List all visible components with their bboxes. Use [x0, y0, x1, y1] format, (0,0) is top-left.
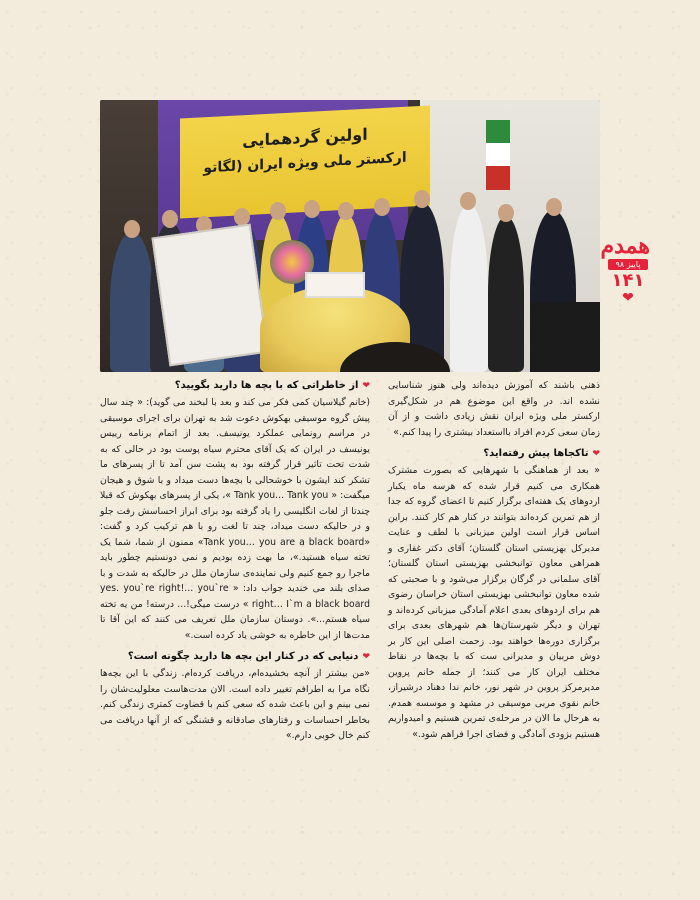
question-text: تاکجاها پیش رفته‌اید؟: [483, 448, 589, 459]
head: [498, 204, 514, 222]
magazine-title: همدم: [600, 233, 650, 259]
left-column: [100, 378, 370, 744]
head: [546, 198, 562, 216]
banner-line-2: ارکستر ملی ویژه ایران (لگاتو: [203, 149, 407, 177]
video-camera: [530, 302, 600, 372]
magazine-emblem: [600, 233, 650, 306]
person: [110, 232, 154, 372]
intro-paragraph: ذهنی باشند که آموزش دیده‌اند ولی هنوز شناسایی نشده اند. در واقع این موضوع هم در شکل‌گیری ارکستر ملی ویژه ایران نقش زیادی داشت و از آن زمان سعی کردم افراد بااستعداد بیشتری را پیدا کنم.»: [388, 380, 600, 438]
head: [414, 190, 430, 208]
event-photo: [100, 100, 600, 372]
right-column: [388, 378, 600, 742]
head: [270, 202, 286, 220]
head: [304, 200, 320, 218]
answer-paragraph: « بعد از هماهنگی با شهرهایی که بصورت مشترک همکاری می کنیم قرار شده که هرسه ماه یکبار اردوهای یک هفته‌ای برگزار کنیم تا اعضای گروه که جدا از هم تمرین کرده‌اند بتوانند در کنار هم کار کنند. براین اساس قرار است اولین میزبانی با لطف و عنایت مدیرکل بهزیستی استان گلستان؛ آقای دکتر غفاری و همراهی معاون توانبخشی بهزیستی استان گلستان؛ آقای سلمانی در گرگان برگزار می‌شود و با صحبتی که شده معاون توانبخشی بهزیستی استان خراسان رضوی هم برای اردوهای بعدی اعلام آمادگی میزبانی کرده‌اند و تهران و دیگر شهرستان‌ها هم شهرهای بعدی برای برگزاری دوره‌ها خواهند بود. زحمت اصلی این کار بر دوش مربیان و مدیرانی ست که با بچه‌ها در نقاط مختلف ایران کار می کنند؛ از جمله خانم پروین مدیرمرکز پروین در شهر نور، خانم ندا دهناد درشیراز، خانم نقوی مربی موسیقی در مشهد و موسسه همدم. به هرحال ما الان در مرحله‌ی تمرین هستیم و امیدواریم هستیم بزودی آمادگی و فضای اجرا فراهم شود.»: [388, 465, 600, 740]
head: [338, 202, 354, 220]
heart-icon: ❤: [622, 290, 634, 306]
question-text: دنیایی که در کنار این بچه ها دارید چگونه است؟: [127, 651, 359, 662]
question-heading: [100, 378, 370, 394]
person: [450, 204, 488, 372]
head: [374, 198, 390, 216]
person: [488, 216, 524, 372]
heart-icon: ❤: [362, 652, 370, 662]
cake: [305, 272, 365, 298]
issue-date: پاییز ۹۸: [608, 259, 648, 270]
head: [124, 220, 140, 238]
page-number: ۱۴۱: [611, 270, 645, 291]
head: [162, 210, 178, 228]
answer-paragraph: «من بیشتر از آنچه بخشیده‌ام، دریافت کرده‌ام. زندگی با این بچه‌ها نگاه مرا به اطرافم تغییر داده است. الان مدت‌هاست معلولیت‌شان را نمی بینم و این باعث شده که سعی کنم با قضاوت کمتری زندگی کنم. بخاطر احساسات و رفتارهای صادقانه و قشنگی که از آنها دریافت می کنم خال خوبی دارم.»: [100, 668, 370, 741]
head: [460, 192, 476, 210]
heart-icon: ❤: [362, 381, 370, 391]
question-text: از خاطراتی که با بچه ها دارید بگویید؟: [174, 380, 359, 391]
white-board: [151, 224, 268, 367]
heart-icon: ❤: [592, 449, 600, 459]
iran-flag: [486, 120, 510, 190]
banner-line-1: اولین گردهمایی: [242, 124, 368, 151]
answer-paragraph: (خانم گیلاسیان کمی فکر می کند و بعد با لبخند می گوید): « چند سال پیش گروه موسیقی بهکوش دعوت شد به تهران برای اجرای موسیقی در مراسم رونمایی عملکرد یونیسف. بعد از اتمام برنامه رییس یونیسف در ایران که یک آقای محترم سیاه پوست بود در حالی که به شدت تحت تاثیر قرار گرفته بود به پشت سن آمد تا از پسرهای ما تشکر کند ایشون با خوشحالی با بچه‌ها دست میداد و با شوق و هیجان میگفت: « Tank you... Tank you »، یکی از پسرهای بهکوش که قبلا چندتا از لغات انگلیسی را یاد گرفته بود برای ابراز احساسش رفت جلو و در حالیکه دست میداد، چند تا لغت رو با هم ترکیب کرد و گفت: «Tank you… you are a black board» ممنون از شما، شما یک تخته سیاه هستید.»، ما بهت زده بودیم و نمی دونستیم چطور باید ماجرا رو جمع کنیم ولی نماینده‌ی سازمان ملل در حالیکه به شدت و با صدای بلند می خندید جواب داد: « yes. you`re right!... you`re right… I`m a black board » درست میگی!... درسته! من یه تخته سیاه هستم...». دوستان سازمان ملل تعریف می کنند که این آقا تا مدت‌ها از این خاطره به خوشی یاد کرده است.»: [100, 397, 371, 641]
question-heading: [388, 446, 600, 462]
question-heading: [100, 649, 370, 665]
